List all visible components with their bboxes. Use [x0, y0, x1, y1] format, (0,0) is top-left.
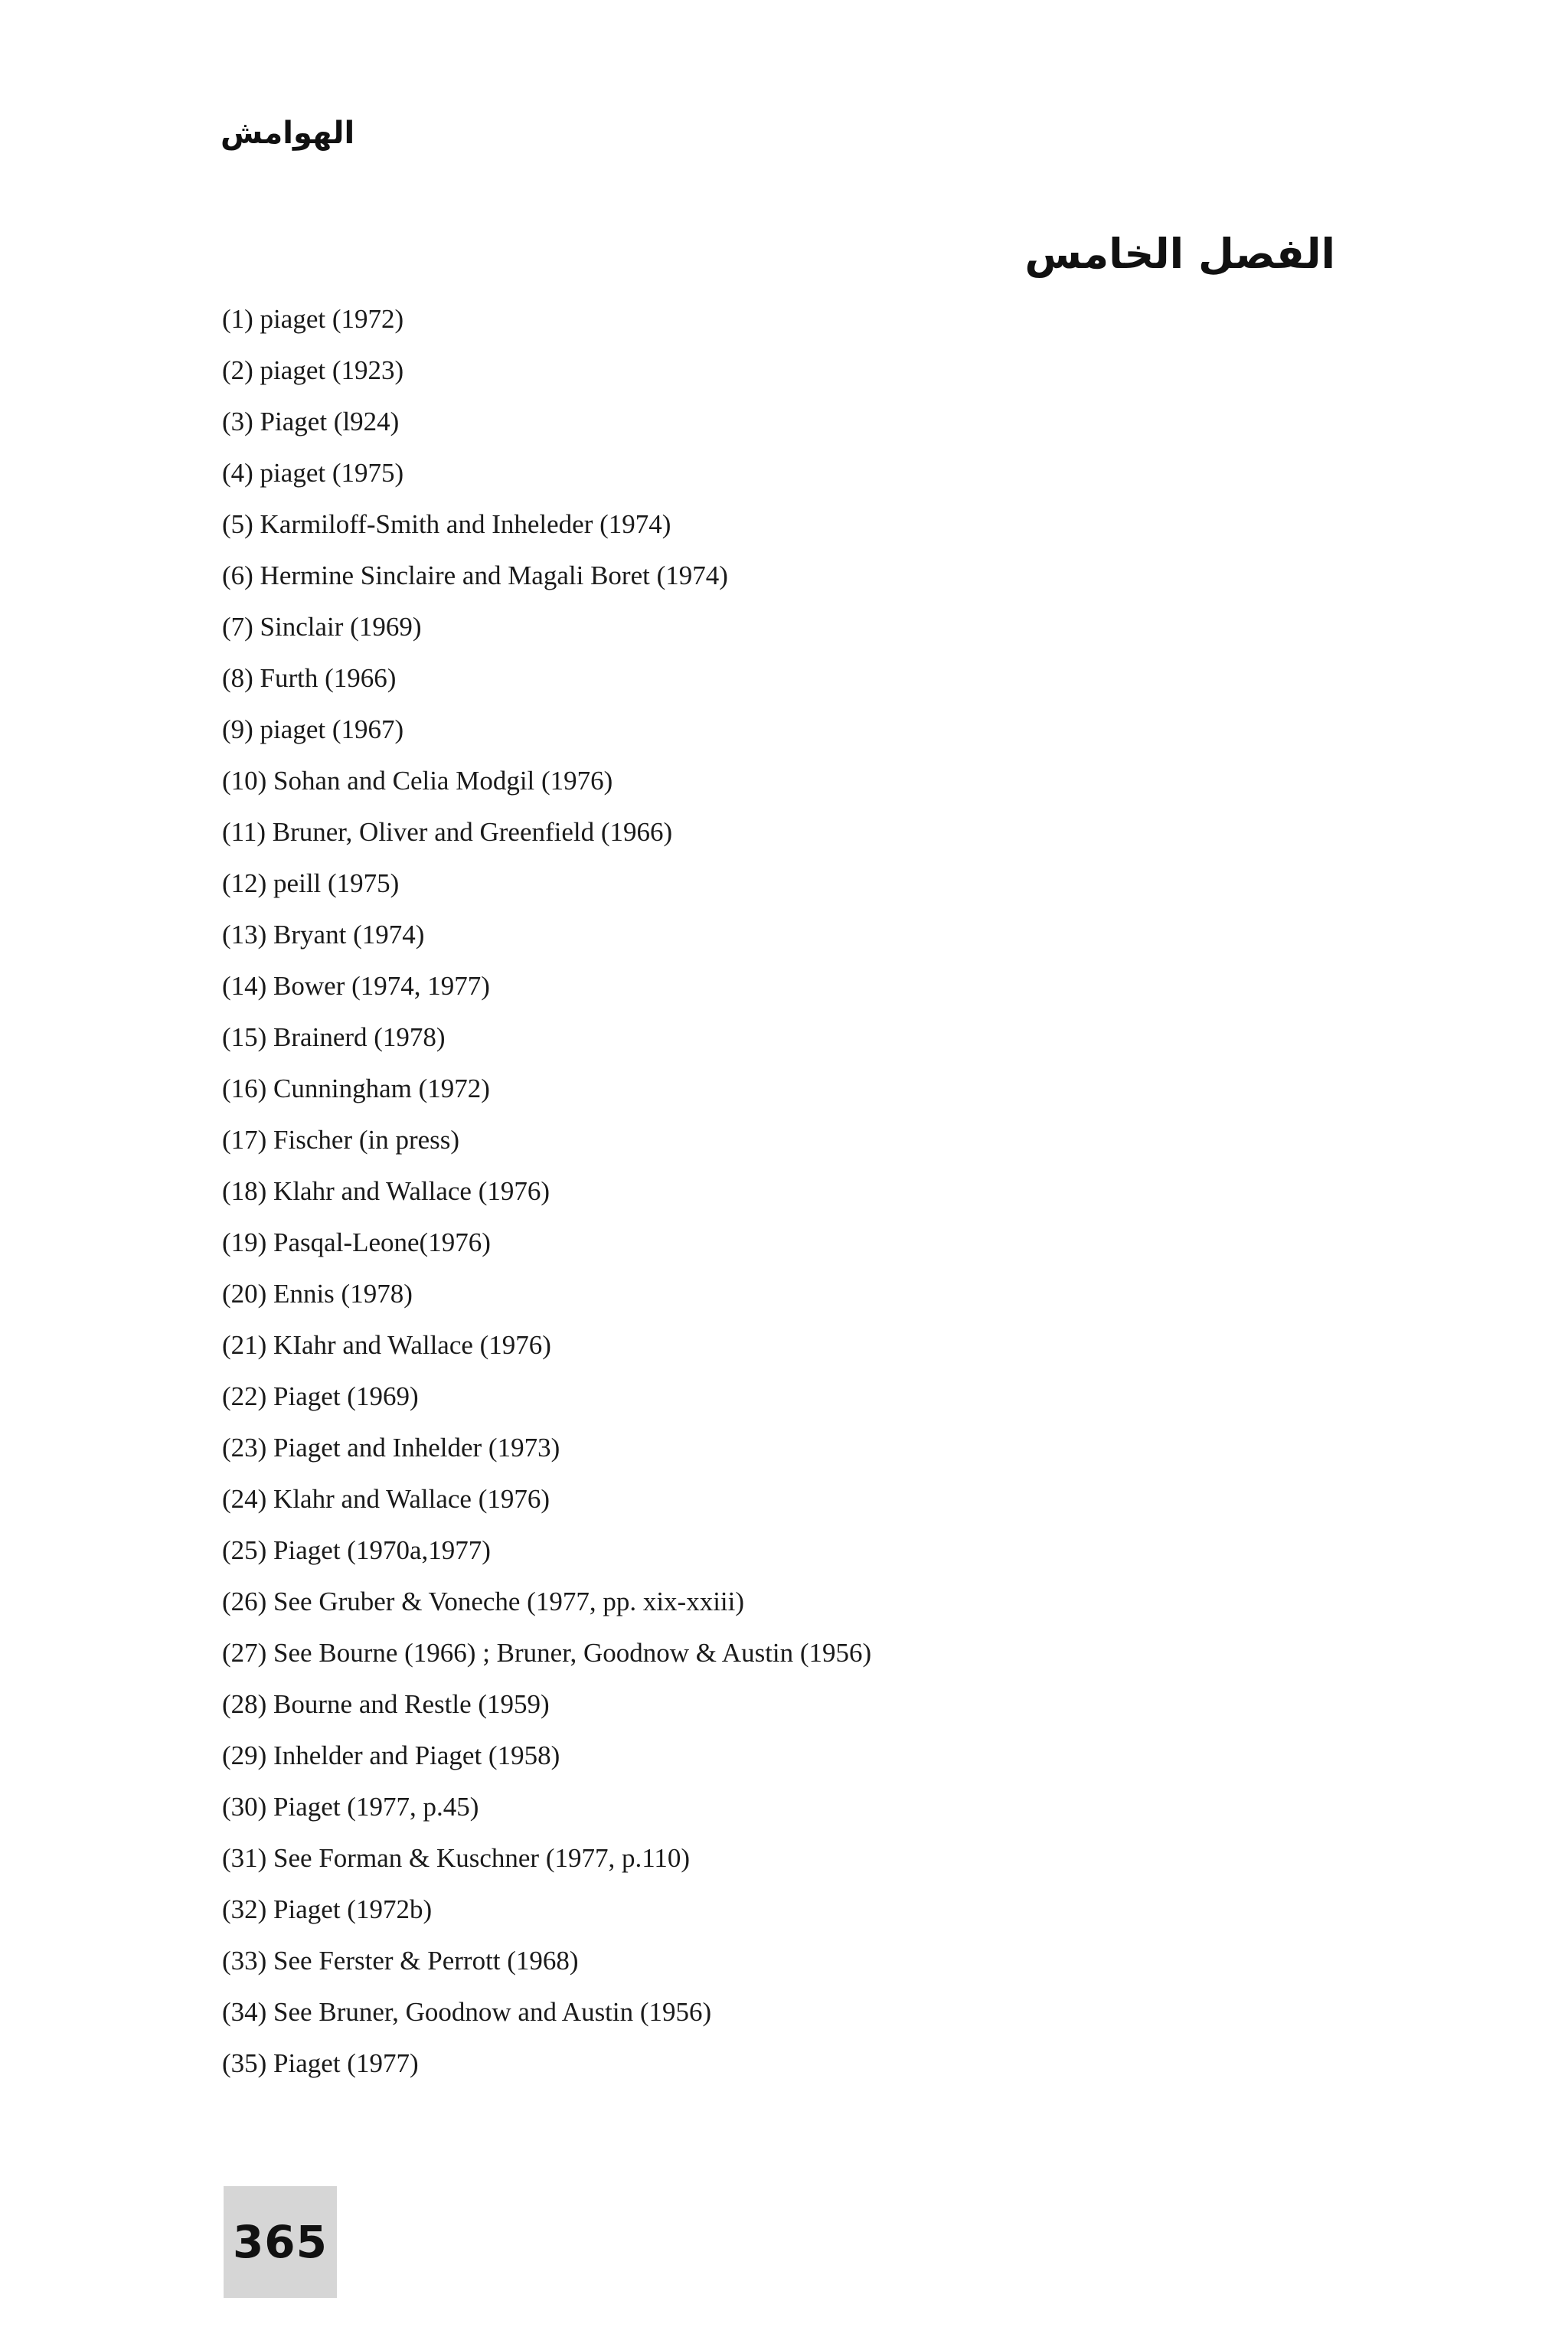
page-number-box: [224, 2186, 337, 2298]
note-item: (26) See Gruber & Voneche (1977, pp. xix-xxiii): [222, 1587, 745, 1616]
note-item: (19) Pasqal-Leone(1976): [222, 1227, 491, 1257]
note-item: (24) Klahr and Wallace (1976): [222, 1484, 550, 1514]
note-item: (14) Bower (1974, 1977): [222, 971, 490, 1001]
note-item: (2) piaget (1923): [222, 355, 404, 385]
note-item: (1) piaget (1972): [222, 304, 404, 334]
note-item: (29) Inhelder and Piaget (1958): [222, 1740, 560, 1770]
note-item: (9) piaget (1967): [222, 714, 404, 744]
note-item: (18) Klahr and Wallace (1976): [222, 1176, 550, 1206]
chapter-title: الفصل الخامس: [1024, 230, 1335, 278]
notes-list: [222, 293, 871, 2089]
note-item: (20) Ennis (1978): [222, 1279, 413, 1309]
note-item: (34) See Bruner, Goodnow and Austin (1956): [222, 1997, 712, 2027]
note-item: (22) Piaget (1969): [222, 1381, 419, 1411]
note-item: (27) See Bourne (1966) ; Bruner, Goodnow & Austin (1956): [222, 1638, 872, 1668]
note-item: (5) Karmiloff-Smith and Inheleder (1974): [222, 509, 671, 539]
note-item: (12) peill (1975): [222, 868, 400, 898]
note-item: (15) Brainerd (1978): [222, 1022, 446, 1052]
note-item: (25) Piaget (1970a,1977): [222, 1535, 491, 1565]
note-item: (11) Bruner, Oliver and Greenfield (1966): [222, 817, 673, 847]
running-header: الهوامش: [220, 116, 355, 151]
note-item: (23) Piaget and Inhelder (1973): [222, 1433, 560, 1463]
note-item: (6) Hermine Sinclaire and Magali Boret (1974): [222, 561, 728, 590]
page-number: 365: [232, 2216, 328, 2268]
note-item: (21) KIahr and Wallace (1976): [222, 1330, 551, 1360]
note-item: (7) Sinclair (1969): [222, 612, 422, 642]
note-item: (33) See Ferster & Perrott (1968): [222, 1946, 579, 1976]
note-item: (3) Piaget (l924): [222, 407, 400, 436]
note-item: (17) Fischer (in press): [222, 1125, 460, 1155]
note-item: (10) Sohan and Celia Modgil (1976): [222, 766, 613, 796]
note-item: (13) Bryant (1974): [222, 920, 425, 949]
note-item: (4) piaget (1975): [222, 458, 404, 488]
note-item: (28) Bourne and Restle (1959): [222, 1689, 550, 1719]
note-item: (32) Piaget (1972b): [222, 1894, 433, 1924]
note-item: (35) Piaget (1977): [222, 2048, 419, 2078]
note-item: (31) See Forman & Kuschner (1977, p.110): [222, 1843, 691, 1873]
note-item: (8) Furth (1966): [222, 663, 397, 693]
note-item: (16) Cunningham (1972): [222, 1074, 490, 1103]
note-item: (30) Piaget (1977, p.45): [222, 1792, 479, 1822]
